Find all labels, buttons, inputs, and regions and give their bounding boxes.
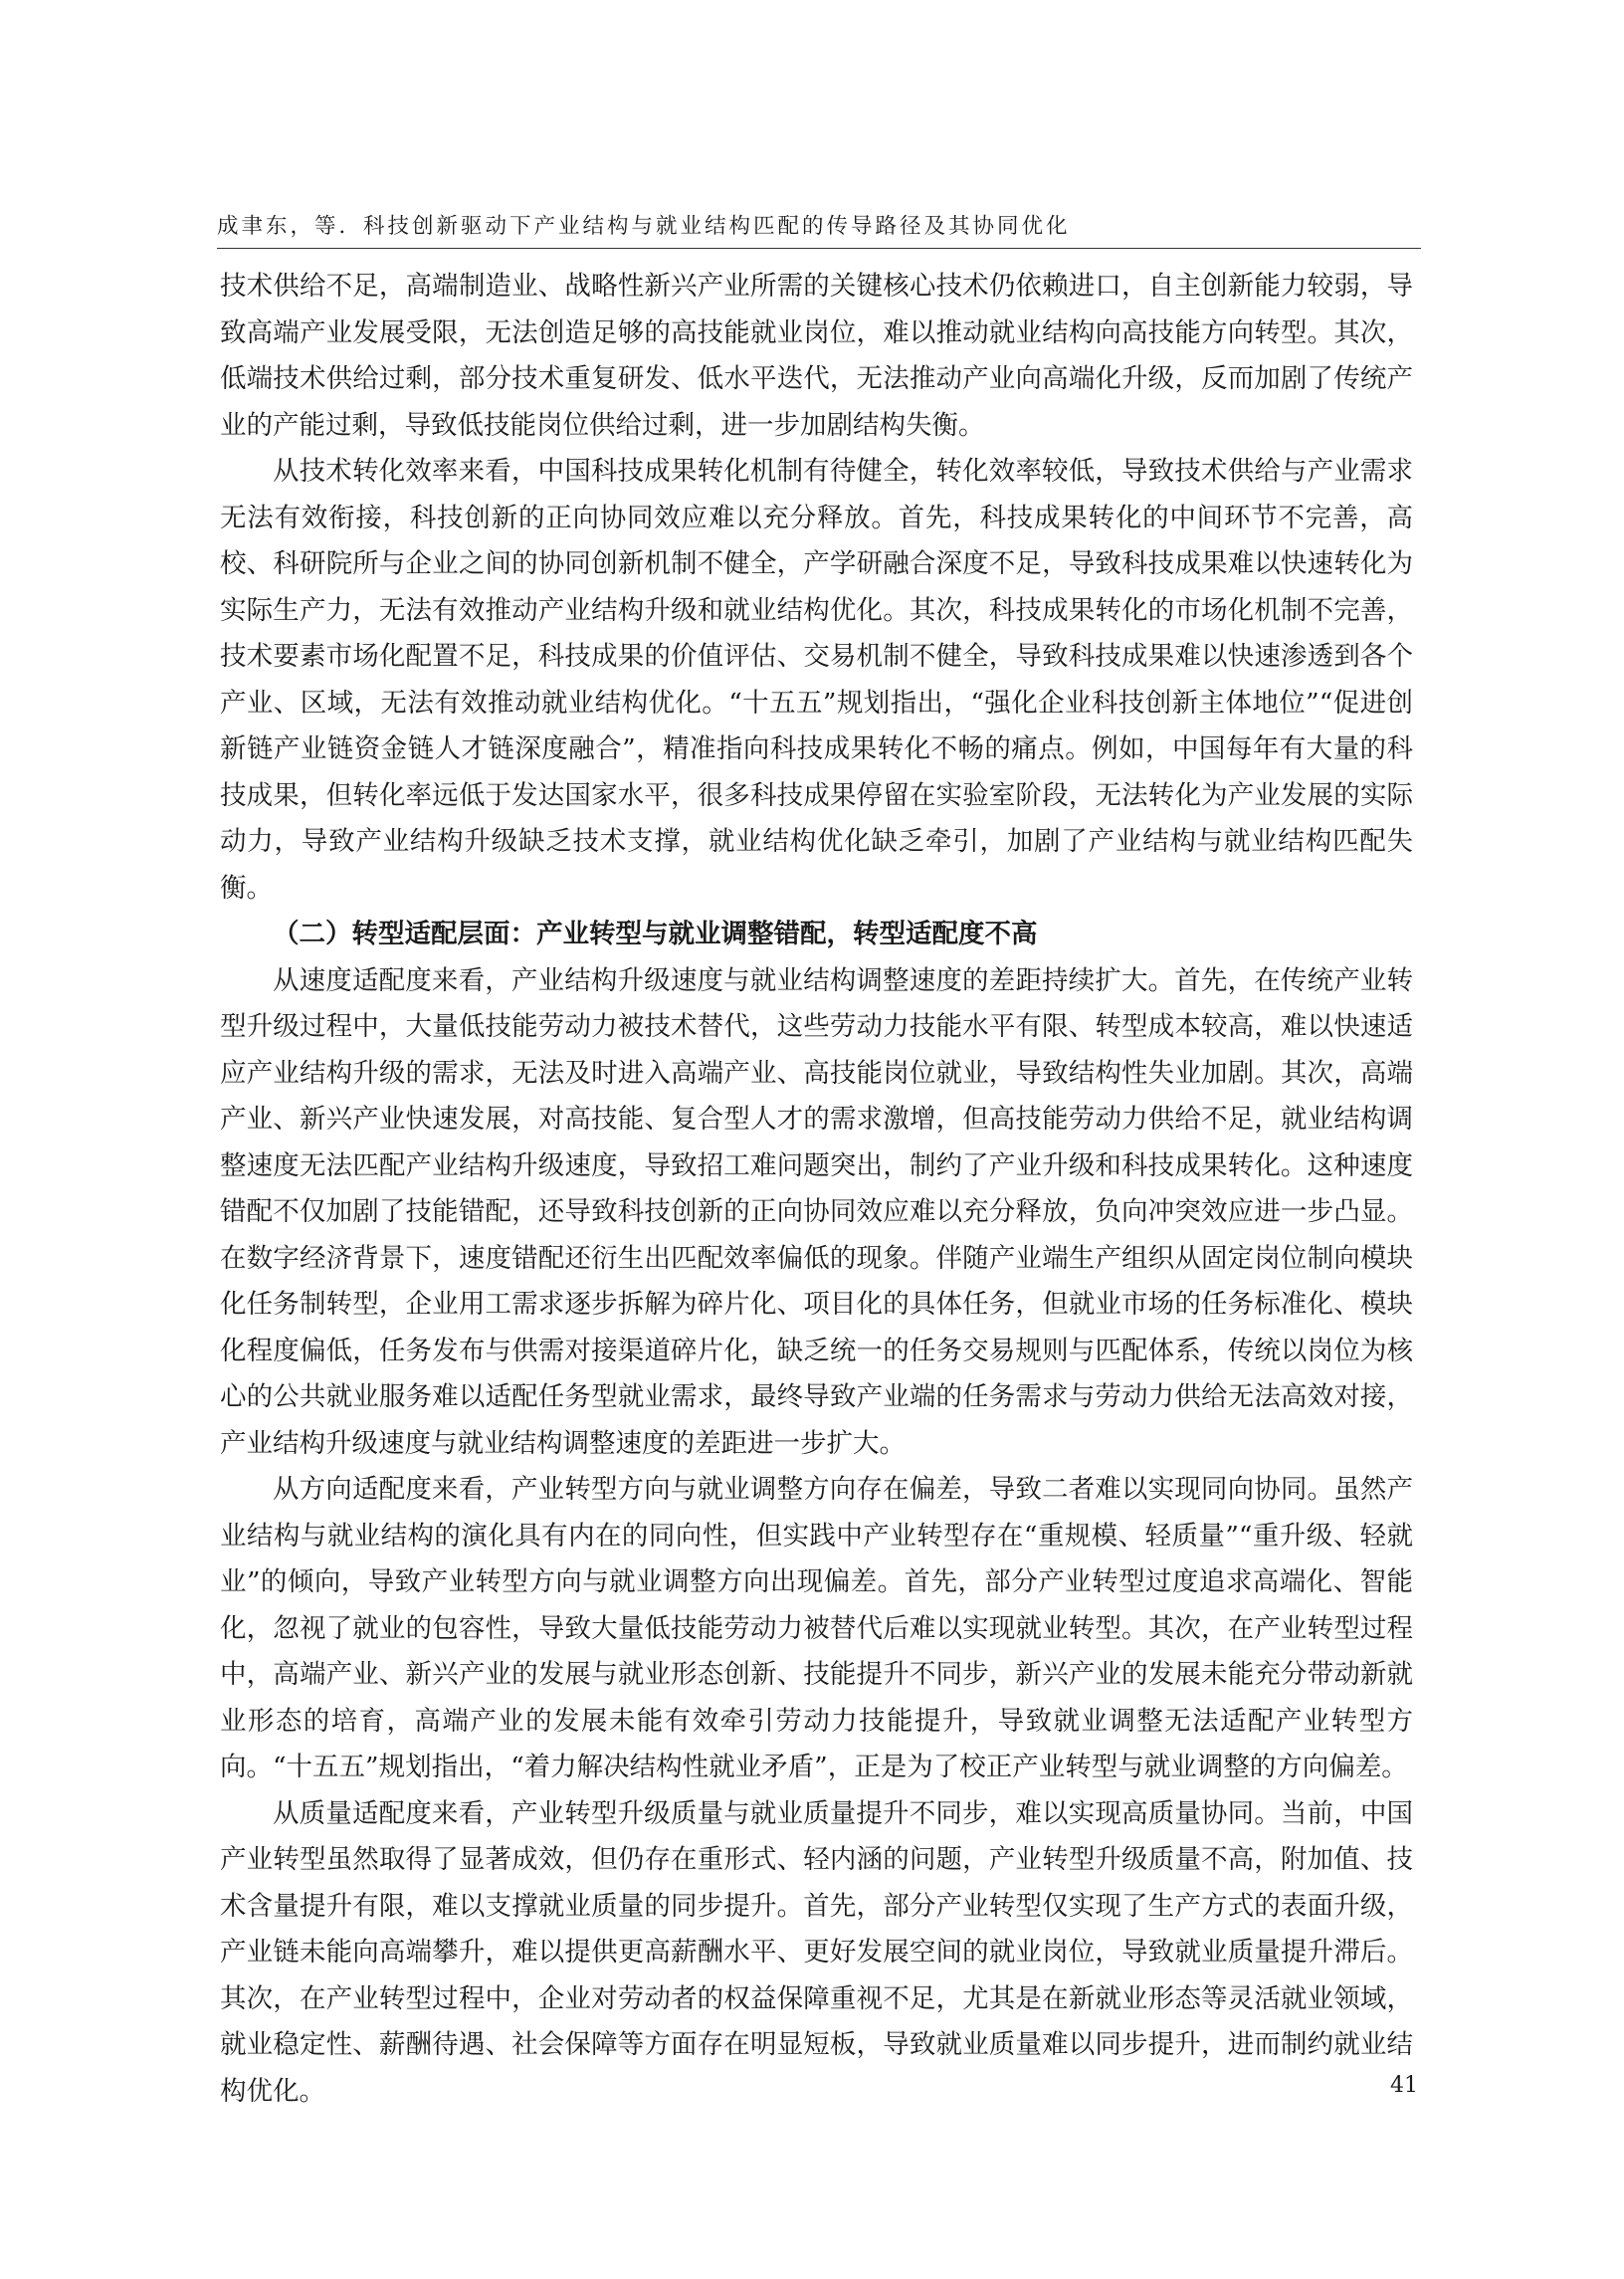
paragraph-3: 从速度适配度来看，产业结构升级速度与就业结构调整速度的差距持续扩大。首先，在传统产业转型升级过程中，大量低技能劳动力被技术替代，这些劳动力技能水平有限、转型成本较高，难以快速适应产业结构升级的需求，无法及时进入高端产业、高技能岗位就业，导致结构性失业加剧。其次，高端产业、新兴产业快速发展，对高技能、复合型人才的需求激增，但高技能劳动力供给不足，就业结构调整速度无法匹配产业结构升级速度，导致招工难问题突出，制约了产业升级和科技成果转化。这种速度错配不仅加剧了技能错配，还导致科技创新的正向协同效应难以充分释放，负向冲突效应进一步凸显。在数字经济背景下，速度错配还衍生出匹配效率偏低的现象。伴随产业端生产组织从固定岗位制向模块化任务制转型，企业用工需求逐步拆解为碎片化、项目化的具体任务，但就业市场的任务标准化、模块化程度偏低，任务发布与供需对接渠道碎片化，缺乏统一的任务交易规则与匹配体系，传统以岗位为核心的公共就业服务难以适配任务型就业需求，最终导致产业端的任务需求与劳动力供给无法高效对接，产业结构升级速度与就业结构调整速度的差距进一步扩大。 [220,964,1413,1459]
paragraph-4: 从方向适配度来看，产业转型方向与就业调整方向存在偏差，导致二者难以实现同向协同。虽然产业结构与就业结构的演化具有内在的同向性，但实践中产业转型存在“重规模、轻质量”“重升级、轻就业”的倾向，导致产业转型方向与就业调整方向出现偏差。首先，部分产业转型过度追求高端化、智能化，忽视了就业的包容性，导致大量低技能劳动力被替代后难以实现就业转型。其次，在产业转型过程中，高端产业、新兴产业的发展与就业形态创新、技能提升不同步，新兴产业的发展未能充分带动新就业形态的培育，高端产业的发展未能有效牵引劳动力技能提升，导致就业调整无法适配产业转型方向。“十五五”规划指出，“着力解决结构性就业矛盾”，正是为了校正产业转型与就业调整的方向偏差。 [220,1474,1413,1782]
paragraph-5: 从质量适配度来看，产业转型升级质量与就业质量提升不同步，难以实现高质量协同。当前，中国产业转型虽然取得了显著成效，但仍存在重形式、轻内涵的问题，产业转型升级质量不高，附加值、技术含量提升有限，难以支撑就业质量的同步提升。首先，部分产业转型仅实现了生产方式的表面升级，产业链未能向高端攀升，难以提供更高薪酬水平、更好发展空间的就业岗位，导致就业质量提升滞后。其次，在产业转型过程中，企业对劳动者的权益保障重视不足，尤其是在新就业形态等灵活就业领域，就业稳定性、薪酬待遇、社会保障等方面存在明显短板，导致就业质量难以同步提升，进而制约就业结构优化。 [220,1797,1413,2107]
header-rule [217,248,1421,249]
page-number: 41 [1390,2073,1418,2098]
running-header: 成聿东，等．科技创新驱动下产业结构与就业结构匹配的传导路径及其协同优化 [217,214,1071,239]
section-heading: （二）转型适配层面：产业转型与就业调整错配，转型适配度不高 [273,919,1038,949]
paragraph-2: 从技术转化效率来看，中国科技成果转化机制有待健全，转化效率较低，导致技术供给与产业需求无法有效衔接，科技创新的正向协同效应难以充分释放。首先，科技成果转化的中间环节不完善，高校、科研院所与企业之间的协同创新机制不健全，产学研融合深度不足，导致科技成果难以快速转化为实际生产力，无法有效推动产业结构升级和就业结构优化。其次，科技成果转化的市场化机制不完善，技术要素市场化配置不足，科技成果的价值评估、交易机制不健全，导致科技成果难以快速渗透到各个产业、区域，无法有效推动就业结构优化。“十五五”规划指出，“强化企业科技创新主体地位”“促进创新链产业链资金链人才链深度融合”，精准指向科技成果转化不畅的痛点。例如，中国每年有大量的科技成果，但转化率远低于发达国家水平，很多科技成果停留在实验室阶段，无法转化为产业发展的实际动力，导致产业结构升级缺乏技术支撑，就业结构优化缺乏牵引，加剧了产业结构与就业结构匹配失衡。 [220,456,1413,904]
body-text [220,264,1413,2115]
paragraph-1: 技术供给不足，高端制造业、战略性新兴产业所需的关键核心技术仍依赖进口，自主创新能力较弱，导致高端产业发展受限，无法创造足够的高技能就业岗位，难以推动就业结构向高技能方向转型。其次，低端技术供给过剩，部分技术重复研发、低水平迭代，无法推动产业向高端化升级，反而加剧了传统产业的产能过剩，导致低技能岗位供给过剩，进一步加剧结构失衡。 [220,271,1413,441]
